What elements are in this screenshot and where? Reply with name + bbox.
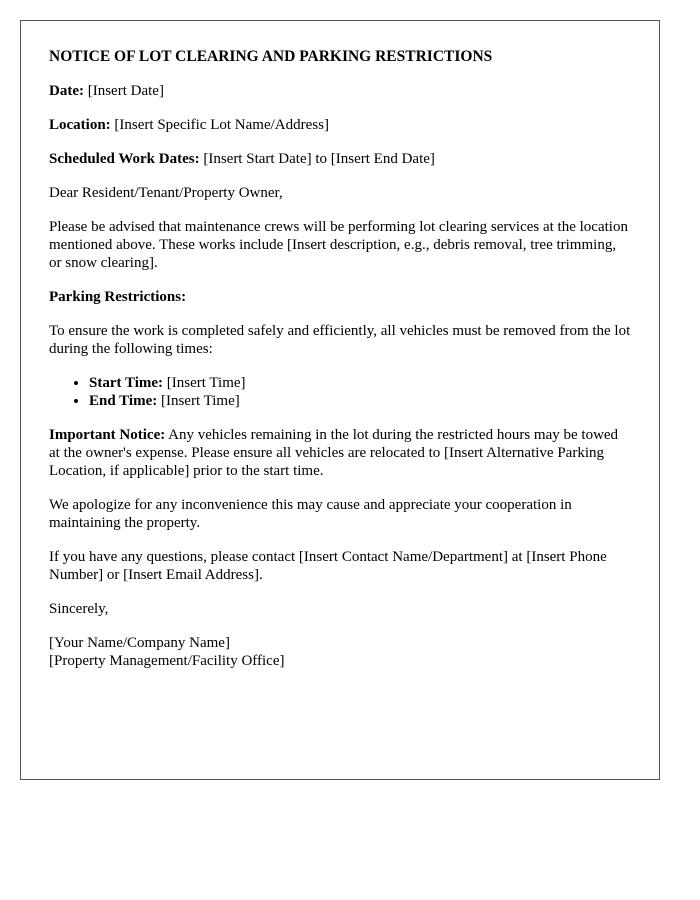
- times-list: [49, 374, 631, 410]
- work-dates-label: Scheduled Work Dates:: [49, 151, 200, 167]
- signature-office: [Property Management/Facility Office]: [49, 653, 285, 669]
- end-time-label: End Time:: [89, 393, 158, 409]
- location-line: [49, 116, 631, 134]
- important-notice-paragraph: [49, 426, 631, 480]
- start-time-label: Start Time:: [89, 375, 164, 391]
- work-dates-value: [Insert Start Date] to [Insert End Date]: [203, 151, 435, 167]
- restrictions-paragraph: To ensure the work is completed safely and efficiently, all vehicles must be removed from the lot during the following times:: [49, 323, 631, 357]
- important-notice-text: Any vehicles remaining in the lot during the restricted hours may be towed at the owner's expense. Please ensure all vehicles are relocated to [Insert Alternative Parking Location, if applicable] prior to the start time.: [49, 427, 619, 479]
- salutation: Dear Resident/Tenant/Property Owner,: [49, 185, 283, 201]
- notice-document: [20, 20, 660, 780]
- location-value: [Insert Specific Lot Name/Address]: [114, 117, 329, 133]
- end-time-value: [Insert Time]: [160, 393, 240, 409]
- restrictions-heading: Parking Restrictions:: [49, 289, 187, 305]
- work-dates-line: [49, 150, 631, 168]
- closing: Sincerely,: [49, 601, 109, 617]
- apology-paragraph: We apologize for any inconvenience this may cause and appreciate your cooperation in maintaining the property.: [49, 497, 572, 531]
- date-line: [49, 82, 631, 100]
- contact-paragraph: If you have any questions, please contact [Insert Contact Name/Department] at [Insert Phone Number] or [Insert Email Address].: [49, 549, 607, 583]
- list-item-start-time: [89, 374, 631, 392]
- important-notice-label: Important Notice:: [49, 427, 166, 443]
- signature-name: [Your Name/Company Name]: [49, 635, 230, 651]
- notice-title: NOTICE OF LOT CLEARING AND PARKING RESTRICTIONS: [49, 48, 493, 65]
- date-value: [Insert Date]: [87, 83, 164, 99]
- date-label: Date:: [49, 83, 84, 99]
- start-time-value: [Insert Time]: [166, 375, 246, 391]
- location-label: Location:: [49, 117, 111, 133]
- list-item-end-time: [89, 392, 631, 410]
- intro-paragraph: Please be advised that maintenance crews will be performing lot clearing services at the location mentioned above. These works include [Insert description, e.g., debris removal, tree trimming, or snow clearing].: [49, 219, 628, 271]
